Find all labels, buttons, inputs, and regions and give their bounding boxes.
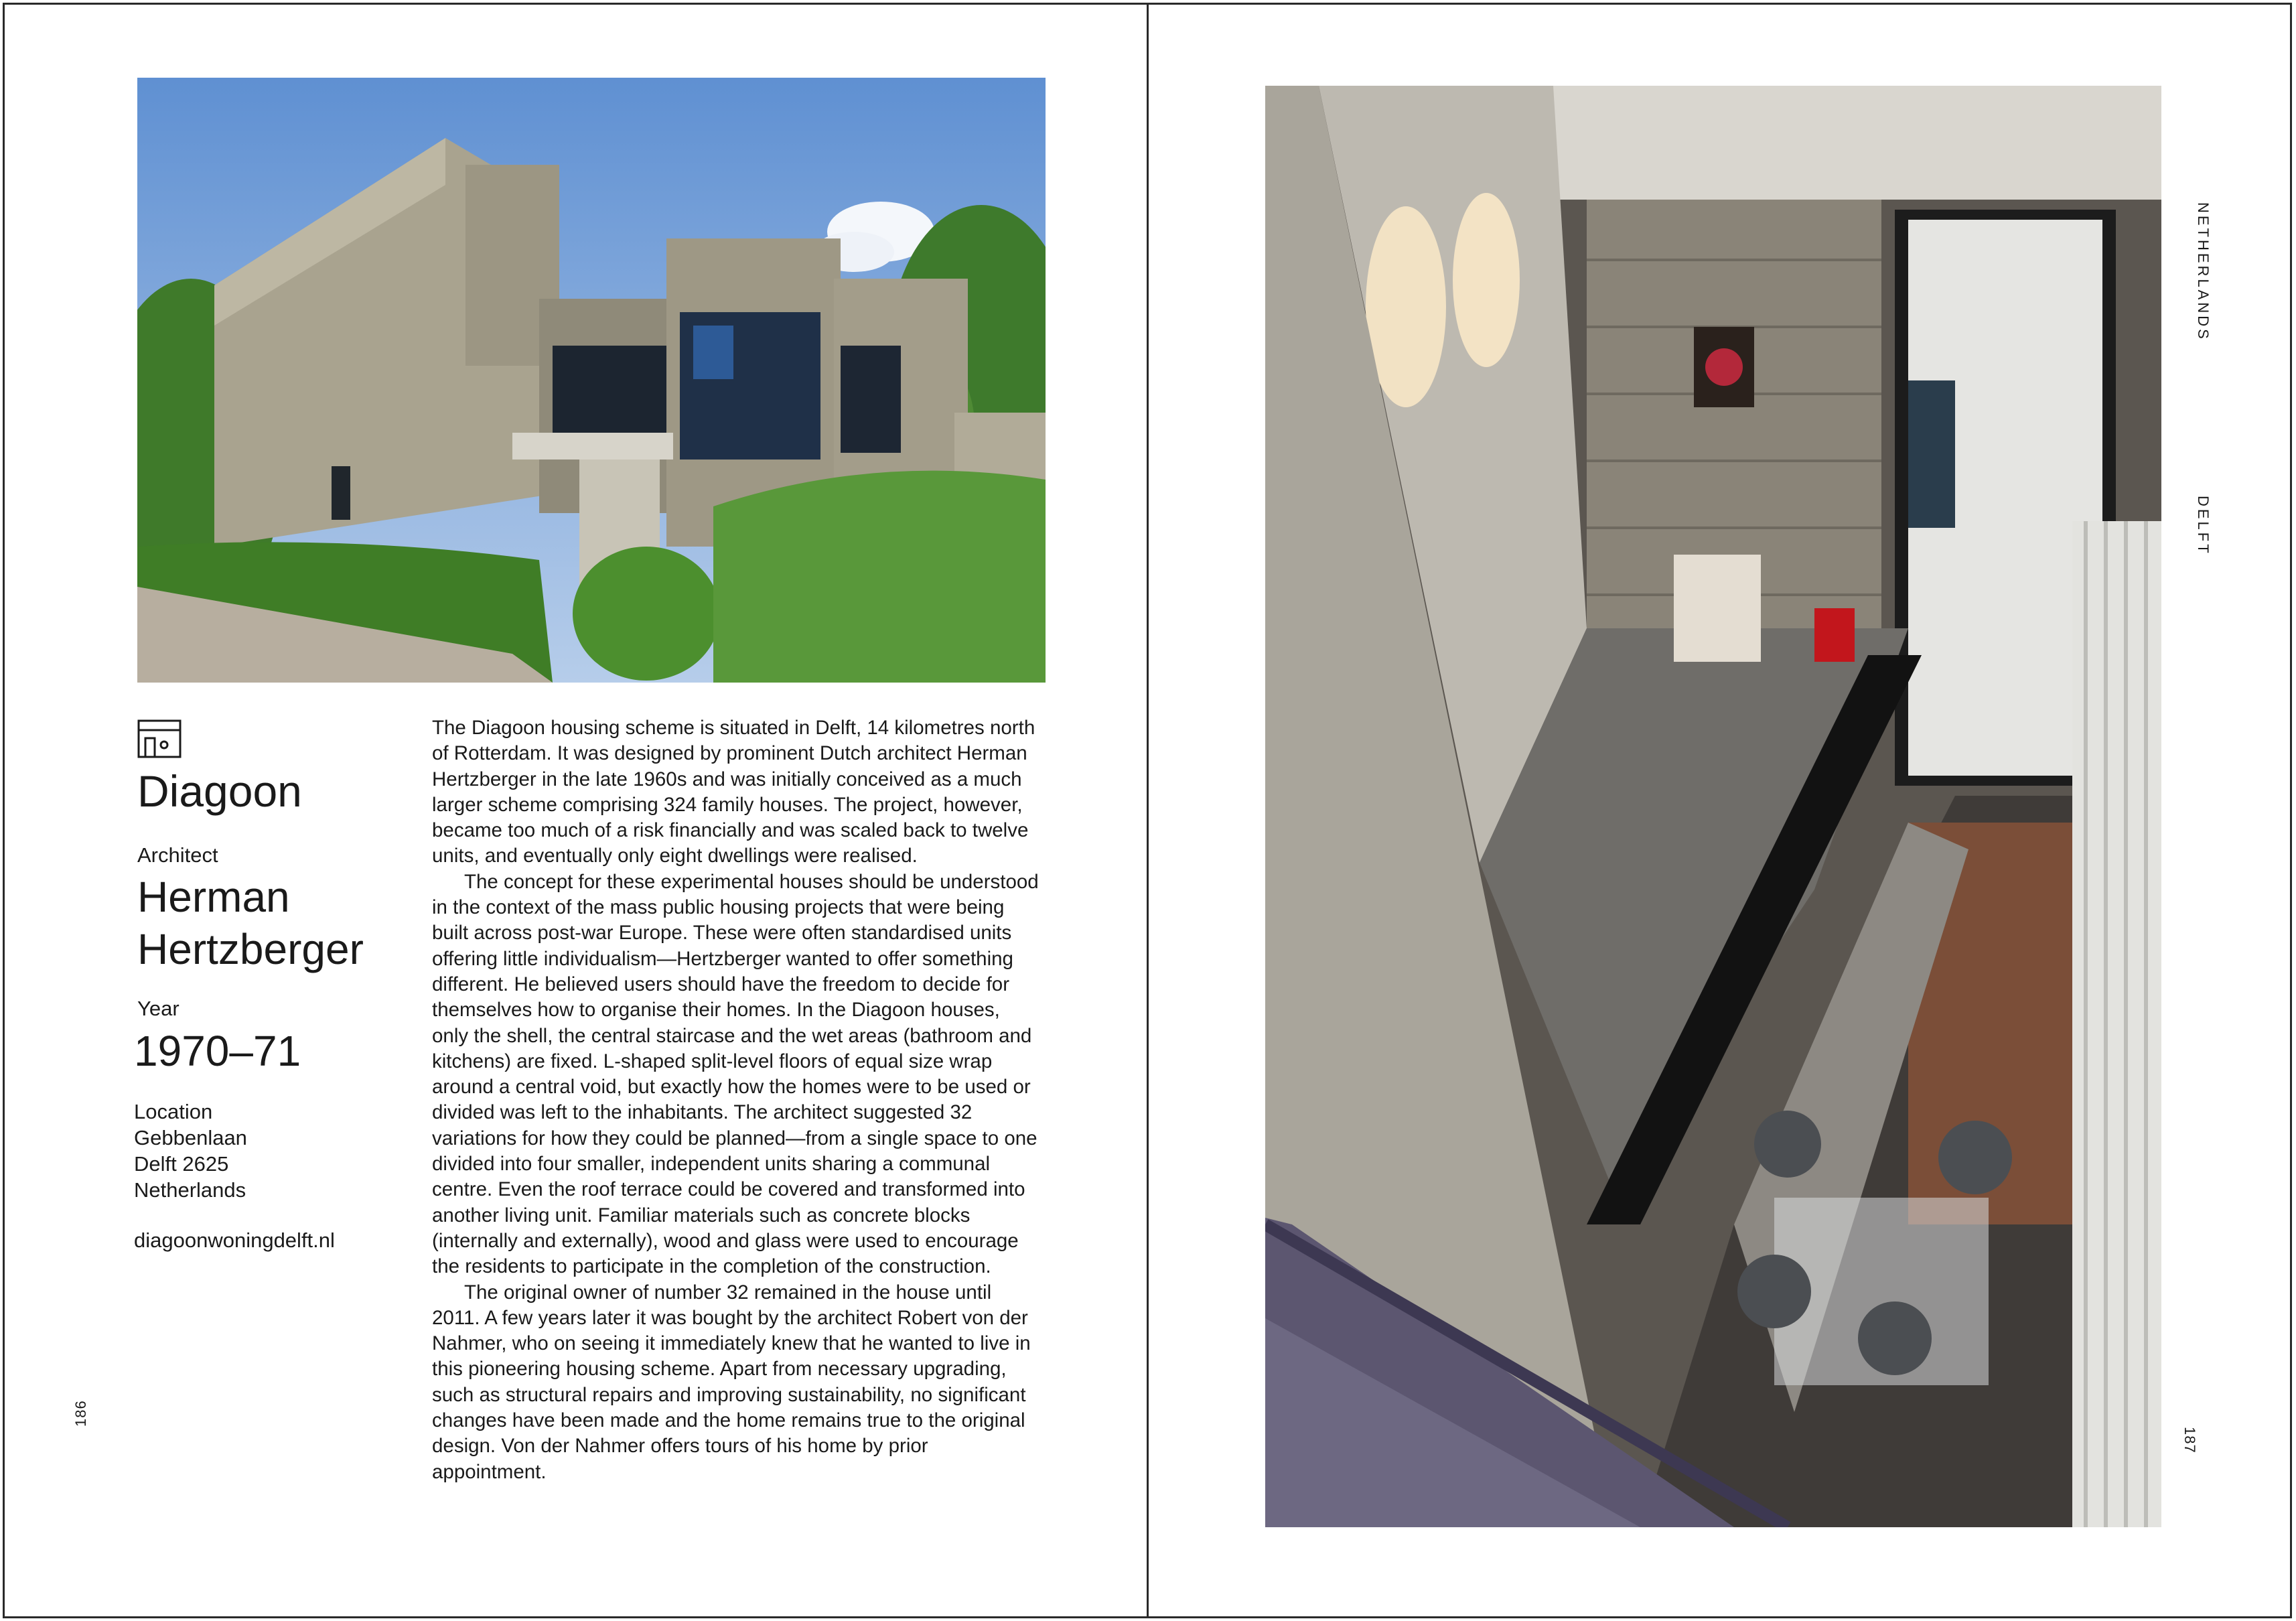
paragraph: The original owner of number 32 remained in the house until 2011. A few years later it was bought by the architect Robert von der Nahmer, who on seeing it immediately knew that he wanted to live in this pioneering housing scheme. Apart from necessary upgrading, such as structural repairs and improving sustainability, no significant changes have been made and the home remains true to the original design. Von der Nahmer offers tours of his home by prior appointment. <box>432 1281 1031 1483</box>
interior-photo <box>1265 86 2161 1527</box>
architect-label: Architect <box>137 843 218 867</box>
building-icon <box>137 719 182 758</box>
page-number-right: 187 <box>2181 1427 2198 1454</box>
spine-gutter <box>1147 3 1149 1618</box>
architect-name-line2: Hertzberger <box>137 925 364 973</box>
location-line: Netherlands <box>134 1178 246 1202</box>
running-head-city: DELFT <box>2195 496 2212 556</box>
exterior-photo <box>137 78 1046 683</box>
year-value: 1970–71 <box>134 1027 301 1075</box>
year-label: Year <box>137 997 180 1020</box>
paragraph: The Diagoon housing scheme is situated in Delft, 14 kilometres north of Rotterdam. It was designed by prominent Dutch architect Herman Hertzberger in the late 1960s and was initially conceived as a much larger scheme comprising 324 family houses. The project, however, became too much of a risk financially and was scaled back to twelve units, and eventually only eight dwellings were realised. <box>432 717 1035 867</box>
location-line: Gebbenlaan <box>134 1126 247 1149</box>
location-line: Delft 2625 <box>134 1152 229 1176</box>
running-head-country: NETHERLANDS <box>2195 202 2212 342</box>
building-title: Diagoon <box>137 766 302 816</box>
paragraph: The concept for these experimental houses should be understood in the context of the mass public housing projects that were being built across post-war Europe. These were often standardised units offering little individualism—Hertzberger wanted to offer something different. He believed users should have the freedom to decide for themselves how to organise their homes. In the Diagoon houses, only the shell, the central staircase and the wet areas (bathroom and kitchens) are fixed. L-shaped split-level floors of equal size wrap around a central void, but exactly how the homes were to be used or divided was left to the inhabitants. The architect suggested 32 variations for how they could be planned—from a single space to one divided into four smaller, independent units sharing a communal centre. Even the roof terrace could be covered and transformed into another living unit. Familiar materials such as concrete blocks (internally and externally), wood and glass were used to encourage the residents to participate in the completion of the construction. <box>432 870 1039 1278</box>
article-body <box>432 715 1042 1485</box>
page-number-left: 186 <box>72 1400 89 1427</box>
location-label: Location <box>134 1100 213 1123</box>
website-link[interactable]: diagoonwoningdelft.nl <box>134 1228 335 1252</box>
architect-name-line1: Herman <box>137 873 290 921</box>
